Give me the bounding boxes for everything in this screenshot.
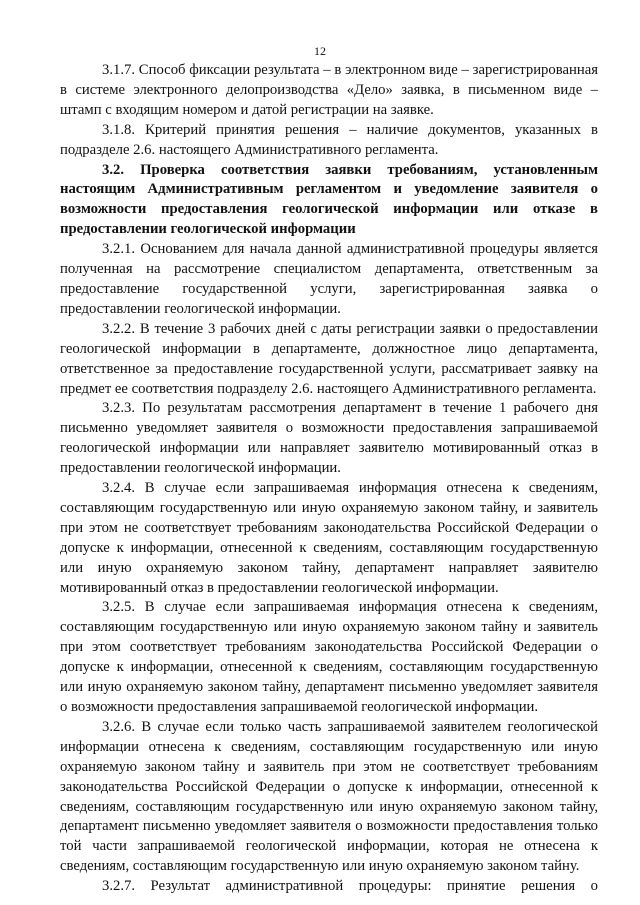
paragraph-3-1-8: 3.1.8. Критерий принятия решения – наличие документов, указанных в подразделе 2.6. настоящего Административного регламента. (60, 121, 598, 158)
section-heading-3-2: 3.2. Проверка соответствия заявки требованиям, установленным настоящим Административным регламентом и уведомление заявителя о возможности предоставления геологической информации или отказе в предоставлении геологической информации (60, 161, 598, 238)
document-body (60, 61, 598, 897)
paragraph-3-2-4: 3.2.4. В случае если запрашиваемая информация отнесена к сведениям, составляющим государственную или иную охраняемую законом тайну, и заявитель при этом не соответствует требованиям законодательства Российской Федерации о допуске к информации, отнесенной к сведениям, составляющим государственную или иную охраняемую законом тайну, департамент направляет заявителю мотивированный отказ в предоставлении геологической информации. (60, 480, 598, 596)
paragraph-3-2-2: 3.2.2. В течение 3 рабочих дней с даты регистрации заявки о предоставлении геологической информации в департаменте, должностное лицо департамента, ответственное за предоставление государственной услуги, рассматривает заявку на предмет ее соответствия подразделу 2.6. настоящего Административного регламента. (60, 320, 598, 397)
paragraph-3-2-3: 3.2.3. По результатам рассмотрения департамент в течение 1 рабочего дня письменно уведомляет заявителя о возможности предоставления запрашиваемой геологической информации или направляет заявителю мотивированный отказ в предоставлении геологической информации. (60, 400, 598, 477)
page-number: 12 (314, 44, 326, 58)
paragraph-3-2-6: 3.2.6. В случае если только часть запрашиваемой заявителем геологической информации отнесена к сведениям, составляющим государственную или иную охраняемую законом тайну и заявитель при этом не соответствует требованиям законодательства Российской Федерации о допуске к информации, отнесенной к сведениям, составляющим государственную или иную охраняемую законом тайну, департамент письменно уведомляет заявителя о возможности предоставления только той части запрашиваемой геологической информации, которая не отнесена к сведениям, составляющим государственную или иную охраняемую законом тайну. (60, 718, 598, 875)
paragraph-3-2-5: 3.2.5. В случае если запрашиваемая информация отнесена к сведениям, составляющим государственную или иную охраняемую законом тайну и заявитель при этом соответствует требованиям законодательства Российской Федерации о допуске к информации, отнесенной к сведениям, составляющим государственную или иную охраняемую законом тайну, департамент письменно уведомляет заявителя о возможности предоставления запрашиваемой геологической информации. (60, 599, 598, 715)
paragraph-3-2-1: 3.2.1. Основанием для начала данной административной процедуры является полученная на рассмотрение специалистом департамента, ответственным за предоставление государственной услуги, зарегистрированная заявка о предоставлении геологической информации. (60, 241, 598, 317)
paragraph-3-2-7: 3.2.7. Результат административной процедуры: принятие решения о (102, 878, 598, 895)
paragraph-3-1-7: 3.1.7. Способ фиксации результата – в электронном виде – зарегистрированная в системе электронного делопроизводства «Дело» заявка, в письменном виде – штамп с входящим номером и датой регистрации на заявке. (60, 62, 598, 118)
